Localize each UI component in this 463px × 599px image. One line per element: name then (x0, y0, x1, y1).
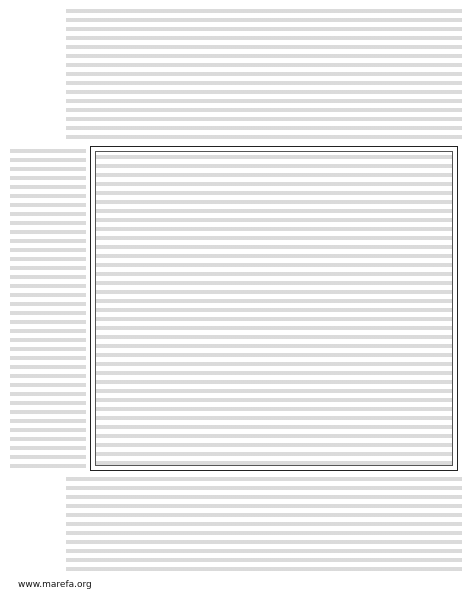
commentary-box-inner-frame (95, 151, 453, 466)
bottom-text-block (66, 474, 462, 576)
text-lines-placeholder (66, 6, 462, 144)
top-text-block (66, 6, 462, 144)
margin-gloss-column (10, 146, 86, 471)
text-lines-placeholder (66, 474, 462, 576)
text-lines-placeholder (10, 146, 86, 471)
text-lines-placeholder (96, 152, 452, 465)
commentary-box (90, 146, 458, 471)
footer-website: www.marefa.org (18, 580, 92, 590)
